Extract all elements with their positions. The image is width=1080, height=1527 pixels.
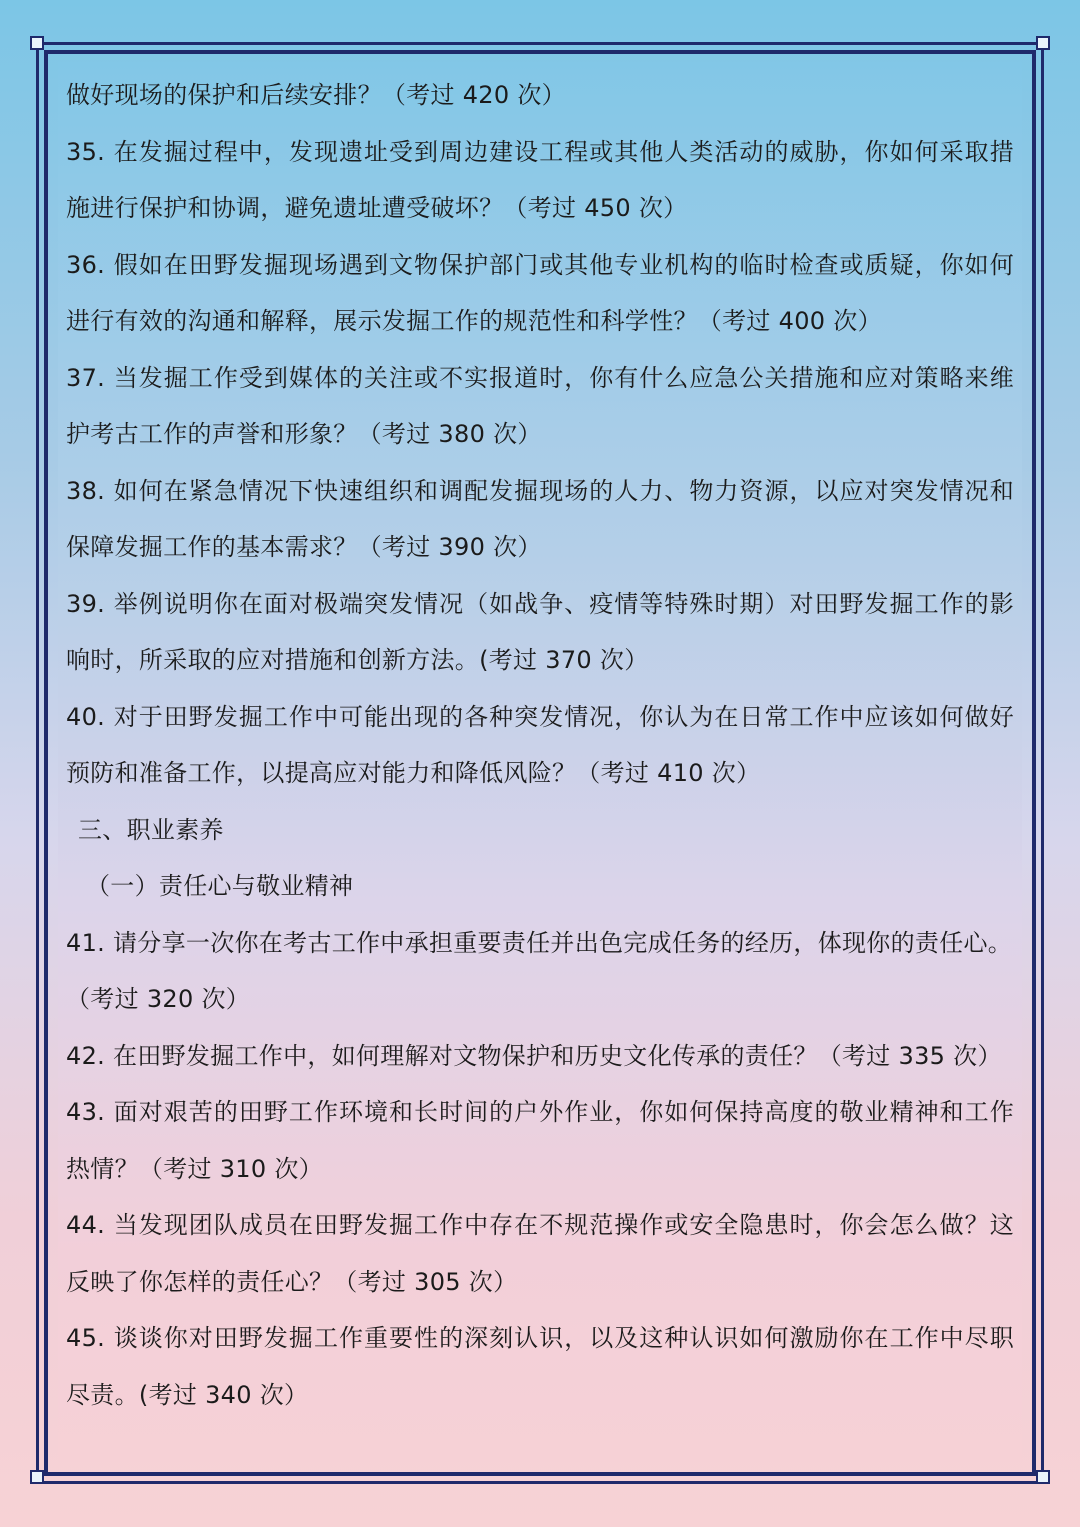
corner-ornament-top-right [1036,36,1050,50]
text-line: 预防和准备工作，以提高应对能力和降低风险？（考过 410 次） [66,759,761,787]
text-line: 施进行保护和协调，避免遗址遭受破坏？（考过 450 次） [66,194,688,222]
question-37-line: 37. 当发掘工作受到媒体的关注或不实报道时，你有什么应急公关措施和应对策略来维 [66,364,1014,392]
text-line: 做好现场的保护和后续安排？（考过 420 次） [66,81,566,109]
question-42-line: 42. 在田野发掘工作中，如何理解对文物保护和历史文化传承的责任？（考过 335 次） [66,1042,1002,1070]
text-line: 热情？（考过 310 次） [66,1155,323,1183]
text-line: 护考古工作的声誉和形象？（考过 380 次） [66,420,542,448]
text-line: 反映了你怎样的责任心？（考过 305 次） [66,1268,518,1296]
corner-ornament-top-left [30,36,44,50]
text-line: （考过 320 次） [66,985,251,1013]
question-41-line: 41. 请分享一次你在考古工作中承担重要责任并出色完成任务的经历，体现你的责任心。 [66,929,1013,957]
text-line: 尽责。(考过 340 次） [66,1381,309,1409]
corner-ornament-bottom-right [1036,1470,1050,1484]
question-39-line: 39. 举例说明你在面对极端突发情况（如战争、疫情等特殊时期）对田野发掘工作的影 [66,590,1014,618]
document-body [58,62,1022,1462]
question-44-line: 44. 当发现团队成员在田野发掘工作中存在不规范操作或安全隐患时，你会怎么做？这 [66,1211,1014,1239]
subsection-heading: （一）责任心与敬业精神 [86,872,354,900]
question-43-line: 43. 面对艰苦的田野工作环境和长时间的户外作业，你如何保持高度的敬业精神和工作 [66,1098,1014,1126]
section-heading: 三、职业素养 [78,816,224,844]
question-40-line: 40. 对于田野发掘工作中可能出现的各种突发情况，你认为在日常工作中应该如何做好 [66,703,1014,731]
question-35-line: 35. 在发掘过程中，发现遗址受到周边建设工程或其他人类活动的威胁，你如何采取措 [66,138,1014,166]
question-38-line: 38. 如何在紧急情况下快速组织和调配发掘现场的人力、物力资源，以应对突发情况和 [66,477,1014,505]
text-line: 响时，所采取的应对措施和创新方法。(考过 370 次） [66,646,649,674]
text-line: 保障发掘工作的基本需求？（考过 390 次） [66,533,542,561]
question-36-line: 36. 假如在田野发掘现场遇到文物保护部门或其他专业机构的临时检查或质疑，你如何 [66,251,1014,279]
question-45-line: 45. 谈谈你对田野发掘工作重要性的深刻认识，以及这种认识如何激励你在工作中尽职 [66,1324,1014,1352]
text-line: 进行有效的沟通和解释，展示发掘工作的规范性和科学性？（考过 400 次） [66,307,882,335]
corner-ornament-bottom-left [30,1470,44,1484]
